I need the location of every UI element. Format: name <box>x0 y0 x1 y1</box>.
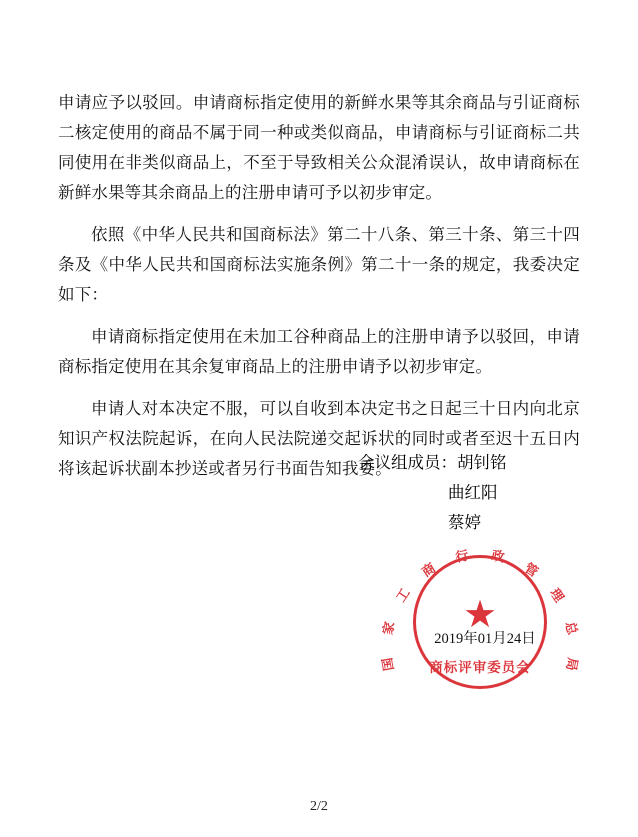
signature-label: 合议组成员： <box>358 453 457 472</box>
signature-line-third <box>58 508 580 538</box>
official-seal <box>379 547 581 689</box>
seal-area <box>58 547 581 745</box>
seal-date: 2019年01月24日 <box>434 631 536 647</box>
seal-top-char: 工 <box>393 585 413 605</box>
document-body <box>58 88 580 484</box>
signature-member-1: 胡钊铭 <box>457 453 507 472</box>
seal-top-char: 商 <box>419 560 439 580</box>
signature-block <box>58 448 580 538</box>
signature-member-2: 曲红阳 <box>448 483 498 502</box>
seal-top-char: 总 <box>562 620 581 637</box>
page-number: 2/2 <box>310 799 328 814</box>
red-star-icon: ★ <box>463 594 498 636</box>
paragraph-legal-basis: 依照《中华人民共和国商标法》第二十八条、第三十条、第三十四条及《中华人民共和国商标法实施条例》第二十一条的规定，我委决定如下： <box>58 225 580 304</box>
seal-top-char: 理 <box>547 585 567 605</box>
seal-top-char: 政 <box>490 547 506 565</box>
seal-top-char: 局 <box>563 656 581 672</box>
seal-top-char: 管 <box>521 560 541 580</box>
seal-top-char: 行 <box>454 547 470 565</box>
seal-inner <box>379 547 581 686</box>
signature-line-second <box>58 478 580 508</box>
seal-top-char: 国 <box>379 656 397 672</box>
paragraph-decision: 申请商标指定使用在未加工谷种商品上的注册申请予以驳回，申请商标指定使用在其余复审商品上的注册申请予以初步审定。 <box>58 327 580 376</box>
signature-line-first <box>58 448 580 478</box>
paragraph-appeal-rights: 申请人对本决定不服，可以自收到本决定书之日起三十日内向北京知识产权法院起诉，在向人民法院递交起诉状的同时或者至迟十五日内将该起诉状副本抄送或者另行书面告知我委。 <box>58 399 580 478</box>
seal-bottom-text: 商标评审委员会 <box>429 660 531 675</box>
seal-top-char: 家 <box>379 620 398 637</box>
signature-member-3: 蔡婷 <box>448 513 481 532</box>
paragraph-continuation: 申请应予以驳回。申请商标指定使用的新鲜水果等其余商品与引证商标二核定使用的商品不属于同一种或类似商品，申请商标与引证商标二共同使用在非类似商品上，不至于导致相关公众混淆误认，故申请商标在新鲜水果等其余商品上的注册申请可予以初步审定。 <box>58 93 580 202</box>
